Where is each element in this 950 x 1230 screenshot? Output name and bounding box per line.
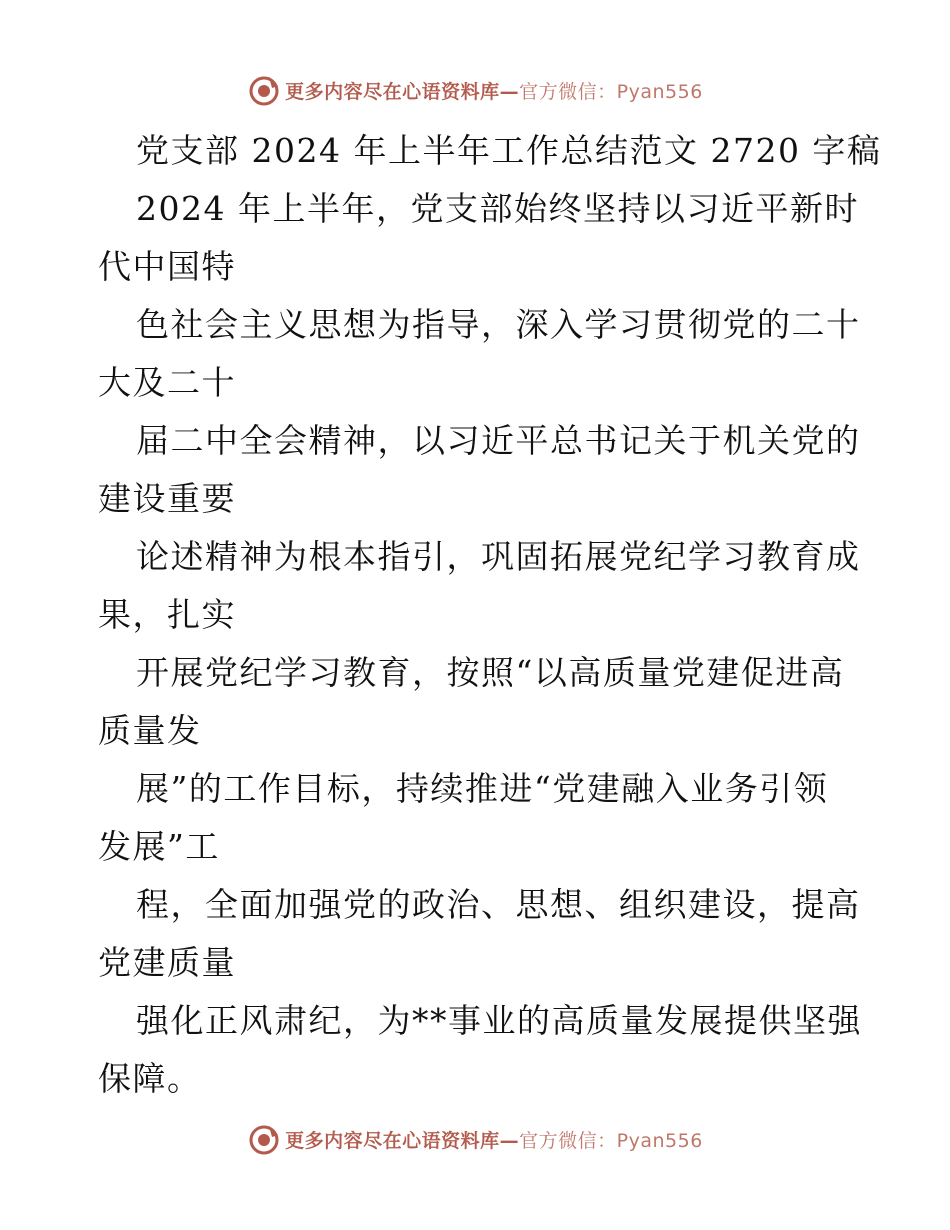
paragraph-line: 色社会主义思想为指导，深入学习贯彻党的二十	[136, 305, 861, 344]
paragraph-line: 2024 年上半年，党支部始终坚持以习近平新时	[136, 189, 859, 228]
watermark-wechat-text: 官方微信：Pyan556	[519, 1129, 703, 1152]
watermark-wechat-text: 官方微信：Pyan556	[519, 80, 703, 103]
paragraph-line: 发展”工	[98, 827, 220, 866]
document-title: 党支部 2024 年上半年工作总结范文 2720 字稿	[136, 131, 882, 170]
paragraph-line: 代中国特	[98, 247, 236, 286]
paragraph-line: 开展党纪学习教育，按照“以高质量党建促进高	[136, 653, 845, 692]
paragraph-line: 届二中全会精神，以习近平总书记关于机关党的	[136, 421, 861, 460]
paragraph-line: 程，全面加强党的政治、思想、组织建设，提高	[136, 885, 861, 924]
paragraph-line: 质量发	[98, 711, 202, 750]
watermark-main-text: 更多内容尽在心语资料库	[285, 80, 500, 103]
paragraph-line: 果，扎实	[98, 595, 236, 634]
paragraph-line: 大及二十	[98, 363, 236, 402]
watermark-dash: —	[499, 1129, 520, 1152]
footer-watermark	[0, 1119, 950, 1159]
paragraph-line: 论述精神为根本指引，巩固拓展党纪学习教育成	[136, 537, 861, 576]
paragraph-line: 强化正风肃纪，为**事业的高质量发展提供坚强	[136, 1001, 862, 1040]
logo-icon	[247, 73, 281, 107]
logo-icon	[247, 1122, 281, 1156]
watermark-main-text: 更多内容尽在心语资料库	[285, 1129, 500, 1152]
paragraph-line: 展”的工作目标，持续推进“党建融入业务引领	[136, 769, 829, 808]
document-body	[98, 122, 882, 1108]
paragraph-line: 党建质量	[98, 943, 236, 982]
header-watermark	[0, 70, 950, 110]
paragraph-line: 保障。	[98, 1059, 202, 1098]
paragraph-line: 建设重要	[98, 479, 236, 518]
watermark-dash: —	[499, 80, 520, 103]
